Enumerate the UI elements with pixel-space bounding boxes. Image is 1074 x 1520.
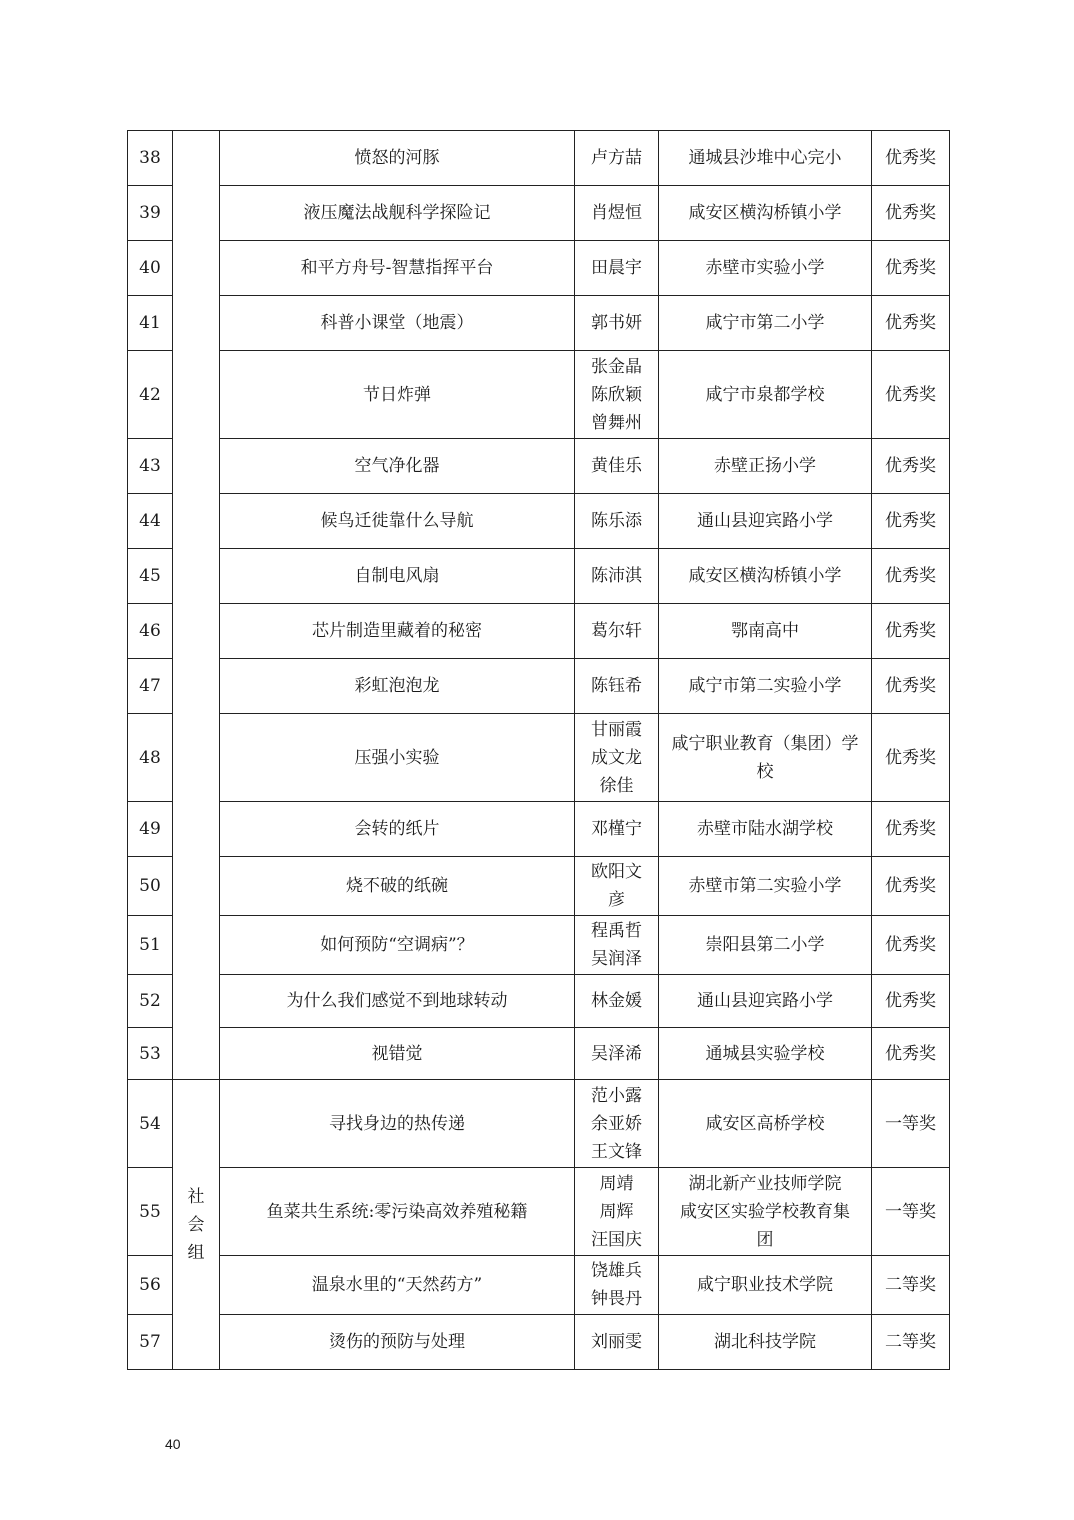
row-number-cell: 53 xyxy=(128,1028,173,1080)
award-cell: 优秀奖 xyxy=(872,802,950,857)
project-title-cell: 芯片制造里藏着的秘密 xyxy=(220,604,575,659)
award-cell: 优秀奖 xyxy=(872,186,950,241)
row-number-cell: 55 xyxy=(128,1168,173,1256)
school-name-line: 咸安区高桥学校 xyxy=(705,1113,825,1134)
participant-name: 甘丽霞 xyxy=(591,719,642,740)
school-name-line: 通城县实验学校 xyxy=(705,1043,825,1064)
school-name-line: 赤壁市实验小学 xyxy=(705,258,825,278)
row-number-cell: 46 xyxy=(128,604,173,659)
project-title-cell: 空气净化器 xyxy=(220,439,575,494)
participant-name: 周靖 xyxy=(599,1173,634,1194)
participant-name: 汪国庆 xyxy=(591,1229,642,1250)
project-title-cell: 烫伤的预防与处理 xyxy=(220,1315,575,1370)
participant-name: 彦 xyxy=(608,890,625,910)
participant-name: 肖煜恒 xyxy=(591,203,642,223)
school-name-line: 咸宁职业技术学院 xyxy=(697,1275,833,1295)
row-number-cell: 43 xyxy=(128,439,173,494)
school-name-line: 咸安区实验学校教育集 xyxy=(680,1201,850,1222)
participant-names-cell xyxy=(575,714,659,802)
participant-names-cell xyxy=(575,1315,659,1370)
table-row xyxy=(128,439,950,494)
project-title-cell: 压强小实验 xyxy=(220,714,575,802)
award-cell: 优秀奖 xyxy=(872,351,950,439)
row-number-cell: 41 xyxy=(128,296,173,351)
school-cell xyxy=(659,1315,872,1370)
project-title-cell: 和平方舟号-智慧指挥平台 xyxy=(220,241,575,296)
school-cell xyxy=(659,975,872,1028)
table-row xyxy=(128,802,950,857)
project-title-cell: 如何预防“空调病”？ xyxy=(220,916,575,975)
participant-name: 钟畏丹 xyxy=(591,1289,642,1309)
participant-names-cell xyxy=(575,1080,659,1168)
project-title-cell: 鱼菜共生系统:零污染高效养殖秘籍 xyxy=(220,1168,575,1256)
participant-names-cell xyxy=(575,659,659,714)
school-cell xyxy=(659,604,872,659)
row-number-cell: 50 xyxy=(128,857,173,916)
participant-name: 林金媛 xyxy=(591,991,642,1011)
group-label: 社会组 xyxy=(187,1186,205,1263)
award-cell: 优秀奖 xyxy=(872,604,950,659)
participant-names-cell xyxy=(575,802,659,857)
participant-names-cell xyxy=(575,1256,659,1315)
table-row xyxy=(128,1315,950,1370)
participant-name: 吴泽浠 xyxy=(591,1043,642,1064)
participant-names-cell xyxy=(575,494,659,549)
school-name-line: 鄂南高中 xyxy=(731,621,799,641)
award-cell: 一等奖 xyxy=(872,1080,950,1168)
table-row xyxy=(128,296,950,351)
participant-name: 陈沛淇 xyxy=(591,566,642,586)
school-name-line: 咸安区横沟桥镇小学 xyxy=(688,566,842,586)
participant-names-cell xyxy=(575,186,659,241)
project-title-cell: 视错觉 xyxy=(220,1028,575,1080)
school-cell xyxy=(659,186,872,241)
award-cell: 优秀奖 xyxy=(872,916,950,975)
participant-name: 张金晶 xyxy=(591,356,642,377)
row-number-cell: 49 xyxy=(128,802,173,857)
school-name-line: 湖北科技学院 xyxy=(714,1332,816,1352)
award-cell: 优秀奖 xyxy=(872,975,950,1028)
participant-names-cell xyxy=(575,604,659,659)
school-name-line: 赤壁正扬小学 xyxy=(714,456,816,476)
participant-name: 程禹哲 xyxy=(591,921,642,941)
row-number-cell: 45 xyxy=(128,549,173,604)
row-number-cell: 40 xyxy=(128,241,173,296)
group-cell-lower xyxy=(173,1080,220,1370)
participant-name: 陈欣颖 xyxy=(591,384,642,405)
award-cell: 二等奖 xyxy=(872,1256,950,1315)
participant-name: 郭书妍 xyxy=(591,313,642,333)
participant-name: 周辉 xyxy=(599,1201,634,1222)
table-row xyxy=(128,131,950,186)
participant-name: 吴润泽 xyxy=(591,949,642,969)
school-cell xyxy=(659,351,872,439)
participant-names-cell xyxy=(575,1168,659,1256)
award-cell: 优秀奖 xyxy=(872,494,950,549)
school-cell xyxy=(659,241,872,296)
project-title-cell: 烧不破的纸碗 xyxy=(220,857,575,916)
table-row xyxy=(128,186,950,241)
school-name-line: 赤壁市陆水湖学校 xyxy=(697,819,833,839)
project-title-cell: 科普小课堂（地震） xyxy=(220,296,575,351)
row-number-cell: 47 xyxy=(128,659,173,714)
school-name-line: 咸安区横沟桥镇小学 xyxy=(688,203,842,223)
school-name-line: 咸宁市第二实验小学 xyxy=(688,676,842,696)
school-name-line: 崇阳县第二小学 xyxy=(705,935,825,955)
school-cell xyxy=(659,857,872,916)
school-cell xyxy=(659,916,872,975)
participant-name: 范小露 xyxy=(591,1085,642,1106)
participant-names-cell xyxy=(575,916,659,975)
school-cell xyxy=(659,714,872,802)
project-title-cell: 愤怒的河豚 xyxy=(220,131,575,186)
row-number-cell: 39 xyxy=(128,186,173,241)
school-name-line: 赤壁市第二实验小学 xyxy=(688,876,842,896)
row-number-cell: 57 xyxy=(128,1315,173,1370)
participant-name: 刘丽雯 xyxy=(591,1332,642,1352)
table-row xyxy=(128,857,950,916)
table-row xyxy=(128,1080,950,1168)
row-number-cell: 52 xyxy=(128,975,173,1028)
participant-name: 王文锋 xyxy=(591,1141,642,1162)
school-name-line: 湖北新产业技师学院 xyxy=(688,1173,842,1194)
page-number: 40 xyxy=(165,1436,181,1452)
school-cell xyxy=(659,131,872,186)
school-name-line: 通山县迎宾路小学 xyxy=(697,511,833,531)
school-cell xyxy=(659,802,872,857)
row-number-cell: 42 xyxy=(128,351,173,439)
participant-name: 黄佳乐 xyxy=(591,456,642,476)
awards-table xyxy=(127,130,950,1370)
project-title-cell: 彩虹泡泡龙 xyxy=(220,659,575,714)
table-row xyxy=(128,916,950,975)
participant-names-cell xyxy=(575,549,659,604)
award-cell: 优秀奖 xyxy=(872,1028,950,1080)
school-cell xyxy=(659,1028,872,1080)
project-title-cell: 为什么我们感觉不到地球转动 xyxy=(220,975,575,1028)
table-row xyxy=(128,714,950,802)
table-row xyxy=(128,975,950,1028)
school-cell xyxy=(659,659,872,714)
table-row xyxy=(128,494,950,549)
project-title-cell: 候鸟迁徙靠什么导航 xyxy=(220,494,575,549)
school-cell xyxy=(659,439,872,494)
participant-names-cell xyxy=(575,241,659,296)
participant-names-cell xyxy=(575,351,659,439)
award-cell: 二等奖 xyxy=(872,1315,950,1370)
participant-name: 欧阳文 xyxy=(591,862,642,882)
school-name-line: 团 xyxy=(756,1229,774,1250)
participant-name: 饶雄兵 xyxy=(591,1261,642,1281)
award-cell: 优秀奖 xyxy=(872,714,950,802)
table-row xyxy=(128,351,950,439)
school-cell xyxy=(659,296,872,351)
row-number-cell: 54 xyxy=(128,1080,173,1168)
table-row xyxy=(128,659,950,714)
participant-names-cell xyxy=(575,975,659,1028)
participant-names-cell xyxy=(575,296,659,351)
participant-name: 余亚娇 xyxy=(591,1113,642,1134)
award-cell: 优秀奖 xyxy=(872,296,950,351)
school-name-line: 咸宁市泉都学校 xyxy=(705,384,825,405)
project-title-cell: 自制电风扇 xyxy=(220,549,575,604)
award-cell: 优秀奖 xyxy=(872,659,950,714)
participant-name: 邓槿宁 xyxy=(591,819,642,839)
award-cell: 优秀奖 xyxy=(872,857,950,916)
awards-table-body xyxy=(128,131,950,1370)
table-row xyxy=(128,1028,950,1080)
project-title-cell: 液压魔法战舰科学探险记 xyxy=(220,186,575,241)
row-number-cell: 48 xyxy=(128,714,173,802)
participant-names-cell xyxy=(575,857,659,916)
award-cell: 优秀奖 xyxy=(872,241,950,296)
school-cell xyxy=(659,1256,872,1315)
table-row xyxy=(128,549,950,604)
participant-name: 卢方喆 xyxy=(591,148,642,168)
row-number-cell: 51 xyxy=(128,916,173,975)
award-cell: 优秀奖 xyxy=(872,549,950,604)
participant-name: 曾舞州 xyxy=(591,412,642,433)
row-number-cell: 56 xyxy=(128,1256,173,1315)
school-name-line: 咸宁职业教育（集团）学 xyxy=(671,733,859,754)
row-number-cell: 44 xyxy=(128,494,173,549)
school-cell xyxy=(659,549,872,604)
school-cell xyxy=(659,494,872,549)
table-row xyxy=(128,1256,950,1315)
participant-name: 葛尔轩 xyxy=(591,621,642,641)
school-name-line: 通山县迎宾路小学 xyxy=(697,991,833,1011)
participant-name: 徐佳 xyxy=(599,775,634,796)
award-cell: 优秀奖 xyxy=(872,131,950,186)
participant-name: 陈钰希 xyxy=(591,676,642,696)
project-title-cell: 节日炸弹 xyxy=(220,351,575,439)
table-row xyxy=(128,604,950,659)
project-title-cell: 寻找身边的热传递 xyxy=(220,1080,575,1168)
table-row xyxy=(128,1168,950,1256)
participant-names-cell xyxy=(575,439,659,494)
table-row xyxy=(128,241,950,296)
school-cell xyxy=(659,1080,872,1168)
award-cell: 一等奖 xyxy=(872,1168,950,1256)
participant-name: 田晨宇 xyxy=(591,258,642,278)
group-cell-upper xyxy=(173,131,220,1080)
school-name-line: 咸宁市第二小学 xyxy=(705,313,825,333)
school-name-line: 校 xyxy=(756,761,774,782)
project-title-cell: 温泉水里的“天然药方” xyxy=(220,1256,575,1315)
participant-name: 陈乐添 xyxy=(591,511,642,531)
row-number-cell: 38 xyxy=(128,131,173,186)
school-name-line: 通城县沙堆中心完小 xyxy=(688,148,842,168)
school-cell xyxy=(659,1168,872,1256)
participant-names-cell xyxy=(575,131,659,186)
participant-names-cell xyxy=(575,1028,659,1080)
participant-name: 成文龙 xyxy=(591,747,642,768)
project-title-cell: 会转的纸片 xyxy=(220,802,575,857)
award-cell: 优秀奖 xyxy=(872,439,950,494)
